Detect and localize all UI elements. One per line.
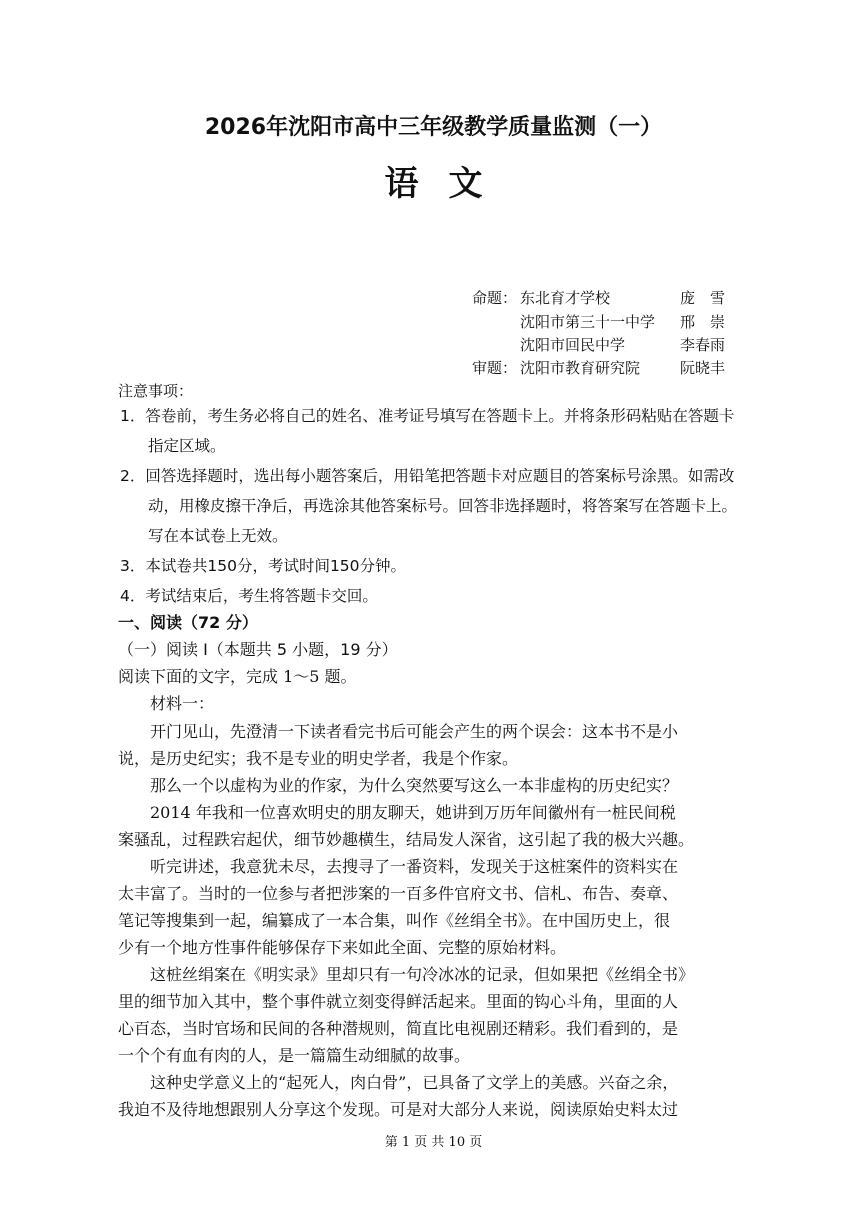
material-label: 材料一： xyxy=(150,694,215,713)
part-title: 一、阅读（72 分） xyxy=(118,613,258,632)
credit-school: 沈阳市回民中学 xyxy=(520,336,626,354)
instruction: 阅读下面的文字，完成 1～5 题。 xyxy=(118,667,357,686)
note-line: 3．本试卷共150分，考试时间150分钟。 xyxy=(120,557,407,575)
page-number: 第 1 页 共 10 页 xyxy=(384,1135,483,1150)
credit-role: 命题： xyxy=(472,289,518,307)
credit-school: 沈阳市教育研究院 xyxy=(520,359,641,377)
passage-line: 少有一个地方性事件能够保存下来如此全面、完整的原始材料。 xyxy=(118,938,567,957)
passage-line: 太丰富了。当时的一位参与者把涉案的一百多件官府文书、信札、布告、奏章、 xyxy=(118,884,679,903)
passage-line: 这种史学意义上的“起死人，肉白骨”，已具备了文学上的美感。兴奋之余， xyxy=(150,1073,679,1092)
credit-school: 沈阳市第三十一中学 xyxy=(520,313,656,331)
credit-person: 阮晓丰 xyxy=(680,359,726,377)
exam-title: 2026年沈阳市高中三年级教学质量监测（一） xyxy=(204,115,663,140)
note-line: 1．答卷前，考生务必将自己的姓名、准考证号填写在答题卡上。并将条形码粘贴在答题卡 xyxy=(120,407,735,425)
note-line: 2．回答选择题时，选出每小题答案后，用铅笔把答题卡对应题目的答案标号涂黑。如需改 xyxy=(120,467,735,485)
passage-line: 我迫不及待地想跟别人分享这个发现。可是对大部分人来说，阅读原始史料太过 xyxy=(118,1100,679,1119)
sub-title: （一）阅读 I（本题共 5 小题，19 分） xyxy=(118,640,398,659)
credit-person: 庞 雪 xyxy=(680,289,726,307)
notes-heading: 注意事项： xyxy=(118,382,194,400)
passage-line: 听完讲述，我意犹未尽，去搜寻了一番资料，发现关于这桩案件的资料实在 xyxy=(150,857,679,876)
note-line: 动，用橡皮擦干净后，再选涂其他答案标号。回答非选择题时，将答案写在答题卡上。 xyxy=(148,497,738,515)
subject-title: 语文 xyxy=(384,164,513,204)
note-line: 4．考试结束后，考生将答题卡交回。 xyxy=(120,587,378,605)
passage-line: 那么一个以虚构为业的作家，为什么突然要写这么一本非虚构的历史纪实？ xyxy=(150,776,679,795)
credit-person: 李春雨 xyxy=(680,336,726,354)
passage-line: 心百态，当时官场和民间的各种潜规则，简直比电视剧还精彩。我们看到的，是 xyxy=(118,1019,679,1038)
credit-school: 东北育才学校 xyxy=(520,289,611,307)
passage-line: 这桩丝绢案在《明实录》里却只有一句冷冰冰的记录，但如果把《丝绢全书》 xyxy=(150,965,695,984)
note-line: 指定区域。 xyxy=(148,437,226,455)
passage-line: 案骚乱，过程跌宕起伏，细节妙趣横生，结局发人深省，这引起了我的极大兴趣。 xyxy=(118,830,695,849)
note-line: 写在本试卷上无效。 xyxy=(148,527,288,545)
passage-line: 笔记等搜集到一起，编纂成了一本合集，叫作《丝绢全书》。在中国历史上，很 xyxy=(118,911,671,930)
credit-role: 审题： xyxy=(472,359,518,377)
passage-line: 一个个有血有肉的人，是一篇篇生动细腻的故事。 xyxy=(118,1046,471,1065)
credit-person: 邢 崇 xyxy=(680,313,726,331)
passage-line: 说，是历史纪实；我不是专业的明史学者，我是个作家。 xyxy=(118,749,519,768)
passage-line: 2014 年我和一位喜欢明史的朋友聊天，她讲到万历年间徽州有一桩民间税 xyxy=(150,803,676,822)
passage-line: 开门见山，先澄清一下读者看完书后可能会产生的两个误会：这本书不是小 xyxy=(150,722,679,741)
passage-line: 里的细节加入其中，整个事件就立刻变得鲜活起来。里面的钩心斗角，里面的人 xyxy=(118,992,679,1011)
